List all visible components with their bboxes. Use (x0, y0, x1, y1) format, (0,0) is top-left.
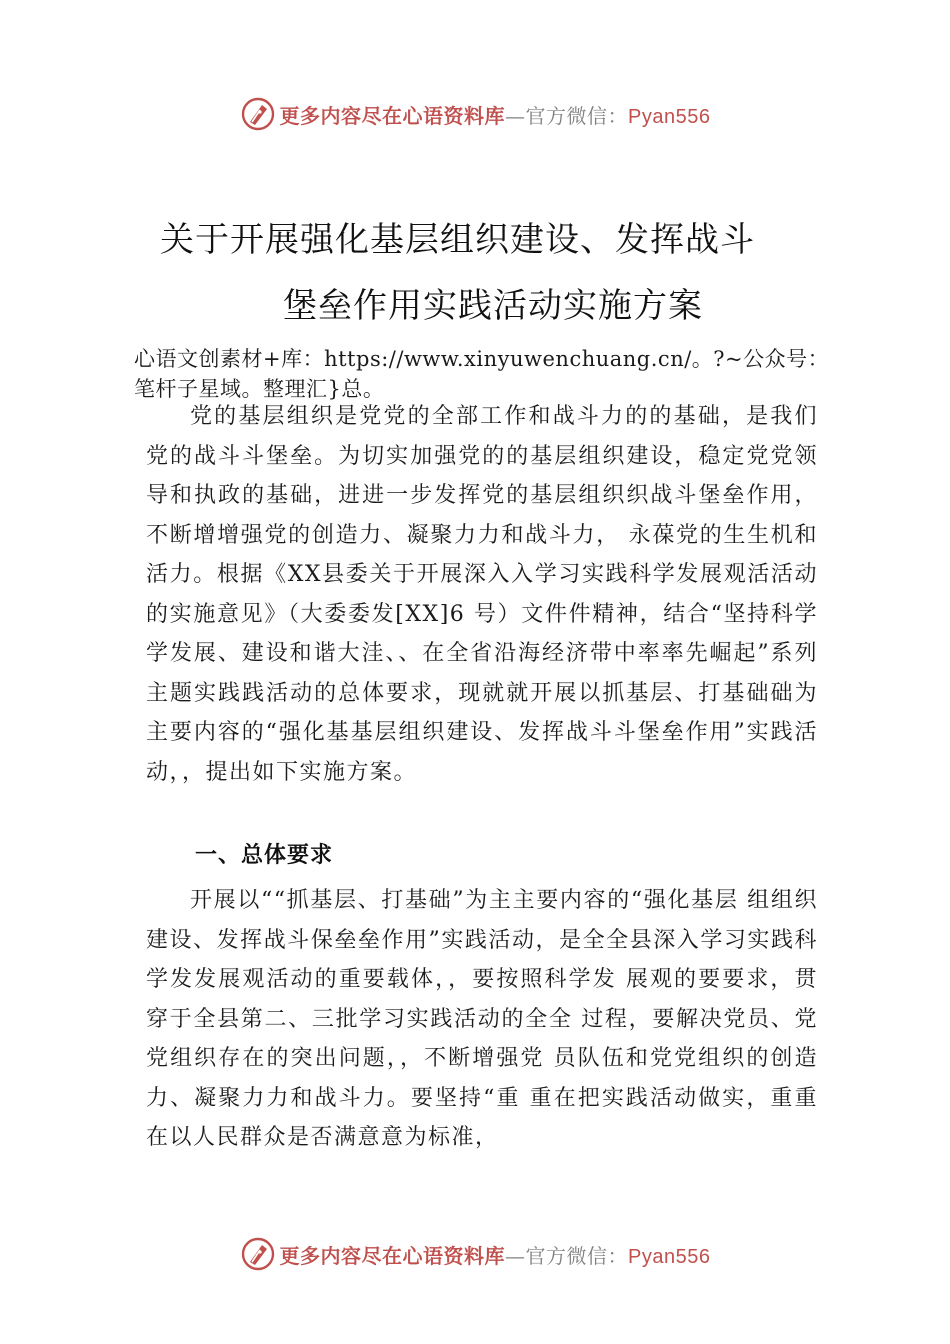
banner-brand: 更多内容尽在心语资料库 (279, 1243, 506, 1268)
banner-brand: 更多内容尽在心语资料库 (279, 103, 506, 128)
source-note: 心语文创素材+库：https://www.xinyuwenchuang.cn/。?~公众号：笔杆子星域。整理汇}总。 (134, 347, 830, 401)
header-banner (0, 94, 950, 134)
pen-nib-logo-icon (240, 96, 276, 132)
document-title-line1: 关于开展强化基层组织建设、发挥战斗 (160, 220, 755, 260)
banner-wechat-id: Pyan556 (628, 105, 711, 128)
paragraph-general-requirements: 开展以““抓基层、打基础”为主主要内容的“强化基层 组组织建设、发挥战斗保垒垒作用”实践活动，是全全县深入学习实践科学发发展观活动的重要载体，，要按照科学发 展观的要要求，贯穿于全县第二、三批学习实践活动的全全 过程，要解决党员、党党组织存在的突出问题，，不断增强党 员队伍和党党组织的创造力、凝聚力力和战斗力。要坚持“重 重在把实践活动做实，重重在以人民群众是否满意意为标准， (146, 888, 818, 1150)
footer-banner (0, 1234, 950, 1274)
document-title-line2: 堡垒作用实践活动实施方案 (283, 286, 703, 326)
pen-nib-logo-icon (240, 1236, 276, 1272)
banner-wechat-id: Pyan556 (628, 1245, 711, 1268)
banner-separator: — (505, 103, 526, 128)
banner-wechat-label: 官方微信： (525, 103, 629, 128)
banner-text (280, 100, 711, 129)
banner-text (280, 1240, 711, 1269)
banner-separator: — (505, 1243, 526, 1268)
section-heading-general-requirements: 一、总体要求 (195, 843, 334, 868)
banner-wechat-label: 官方微信： (525, 1243, 629, 1268)
paragraph-intro: 党的基层组织是党党的全部工作和战斗力的的基础，是我们党的战斗斗堡垒。为切实加强党的的基层组织建设，稳定党党领导和执政的基础，进进一步发挥党的基层组织织战斗堡垒作用，不断增增强党的创造力、凝聚力力和战斗力， 永葆党的生生机和活力。根据《XX县委关于开展深入入学习实践科学发展观活活动的实施意见》（大委委发[XX]6 号）文件件精神，结合“坚持科学学发展、建设和谐大洼、、在全省沿海经济带中率率先崛起”系列主题实践践活动的总体要求，现就就开展以抓基层、打基础础为主要内容的“强化基基层组织建设、发挥战斗斗堡垒作用”实践活动，，提出如下实施方案。 (146, 404, 818, 785)
